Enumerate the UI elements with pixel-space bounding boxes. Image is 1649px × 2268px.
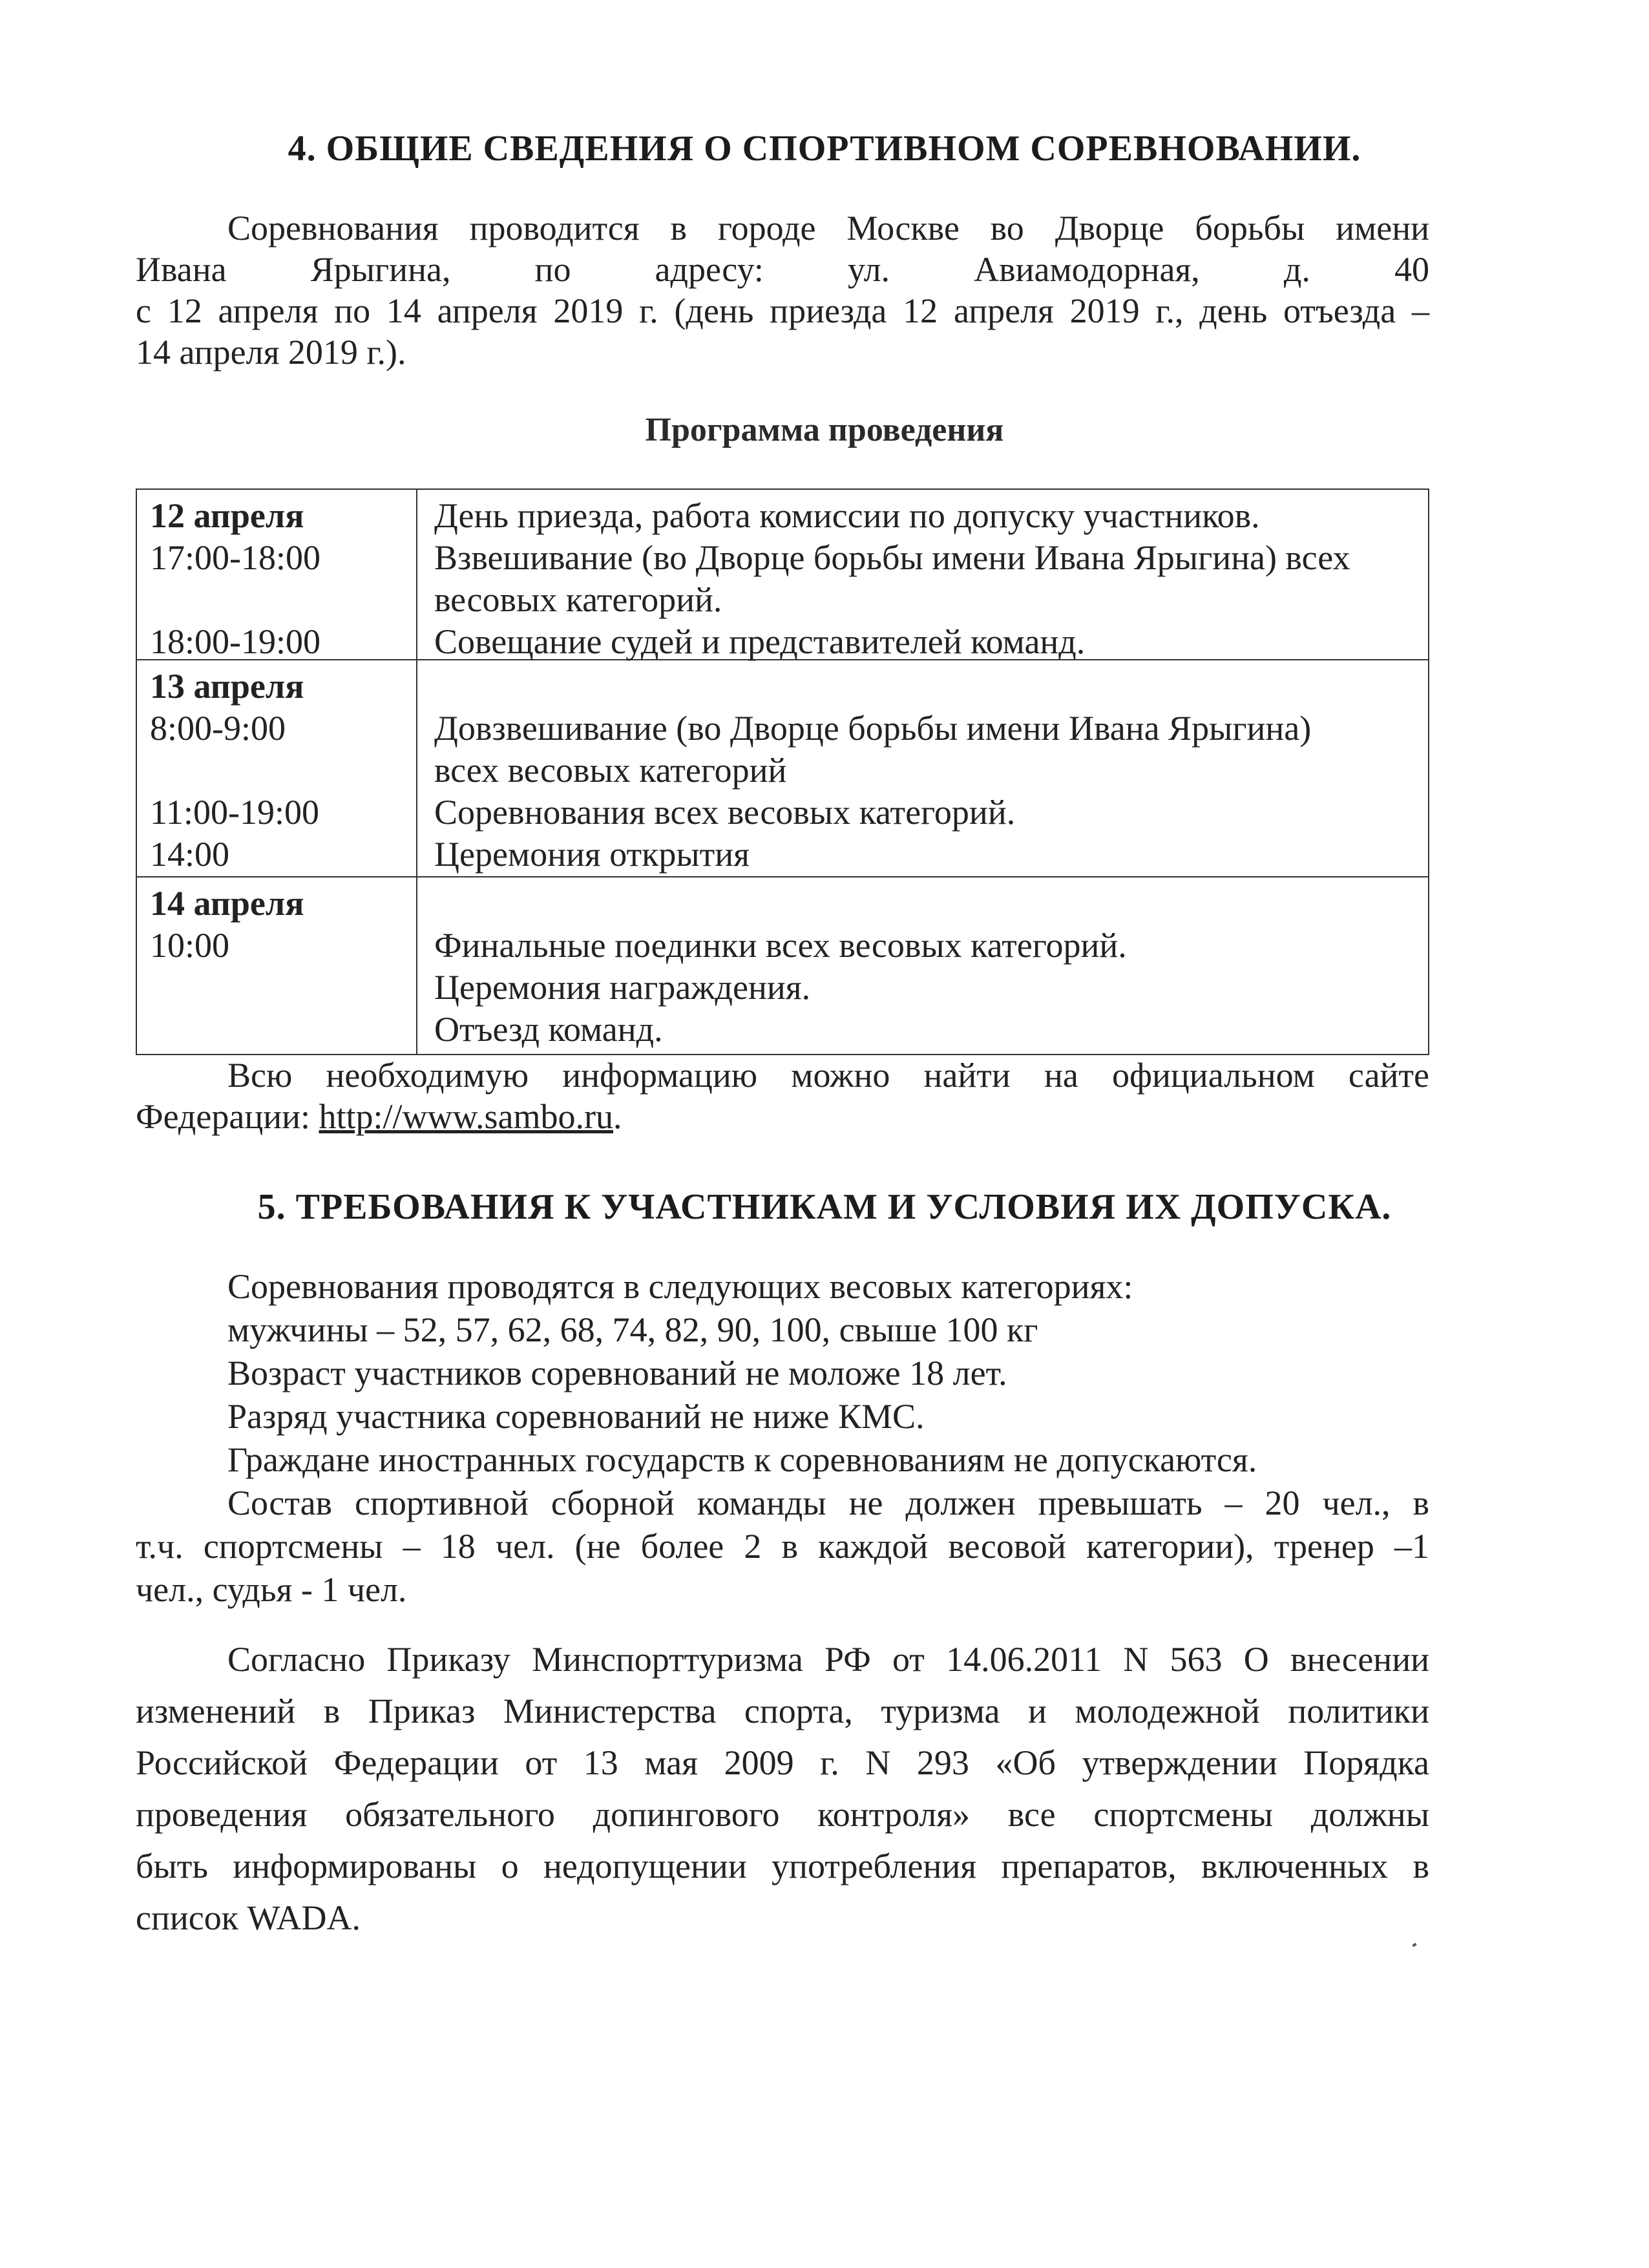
- event-text: Довзвешивание (во Дворце борьбы имени Ивана Ярыгина): [434, 709, 1312, 748]
- date-label: 14 апреля: [150, 884, 304, 923]
- doping-line: Российской Федерации от 13 мая 2009 г. N 293 «Об утверждении Порядка: [136, 1743, 1429, 1782]
- event-list: [434, 495, 1350, 663]
- event-text: Финальные поединки всех весовых категорий.: [434, 926, 1127, 965]
- event-text: Церемония открытия: [434, 835, 750, 874]
- event-text: Совещание судей и представителей команд.: [434, 622, 1086, 661]
- info-line-2: [136, 1097, 622, 1137]
- event-text: Соревнования всех весовых категорий.: [434, 793, 1016, 832]
- scan-mark: [1412, 1943, 1416, 1948]
- team-line: Состав спортивной сборной команды не должен превышать – 20 чел., в: [227, 1484, 1429, 1522]
- schedule-table: [136, 488, 1429, 1055]
- time-label: [150, 579, 320, 621]
- section-4-title: 4. ОБЩИЕ СВЕДЕНИЯ О СПОРТИВНОМ СОРЕВНОВАНИИ.: [288, 129, 1361, 169]
- event-list: [434, 925, 1127, 1051]
- intro-line-1: Соревнования проводится в городе Москве во Дворце борьбы имени: [227, 209, 1429, 247]
- event-text: Отъезд команд.: [434, 1010, 663, 1049]
- event-list: [434, 708, 1311, 876]
- event-text: весовых категорий.: [434, 580, 722, 619]
- intro-line-3: с 12 апреля по 14 апреля 2019 г. (день приезда 12 апреля 2019 г., день отъезда –: [136, 291, 1429, 330]
- table-row: [150, 666, 319, 876]
- section-5-title: 5. ТРЕБОВАНИЯ К УЧАСТНИКАМ И УСЛОВИЯ ИХ ДОПУСКА.: [257, 1187, 1392, 1227]
- time-label: 17:00-18:00: [150, 538, 320, 577]
- rank-requirement-line: Разряд участника соревнований не ниже КМС.: [227, 1397, 925, 1436]
- info-line: Всю необходимую информацию можно найти на официальном сайте: [227, 1056, 1429, 1095]
- time-label: 11:00-19:00: [150, 793, 319, 832]
- table-row-divider: [136, 876, 1429, 877]
- time-label: 18:00-19:00: [150, 622, 320, 661]
- federation-link[interactable]: http://www.sambo.ru: [319, 1097, 613, 1136]
- table-column-divider: [416, 488, 417, 1055]
- doping-line: список WADA.: [136, 1898, 361, 1937]
- requirement-line: Соревнования проводятся в следующих весовых категориях:: [227, 1267, 1133, 1306]
- doping-line: изменений в Приказ Министерства спорта, туризма и молодежной политики: [136, 1692, 1429, 1730]
- event-text: всех весовых категорий: [434, 751, 787, 790]
- table-row: [150, 495, 320, 663]
- table-row: [150, 883, 304, 967]
- info-prefix: Федерации:: [136, 1097, 319, 1136]
- team-line: т.ч. спортсмены – 18 чел. (не более 2 в каждой весовой категории), тренер –1: [136, 1527, 1429, 1566]
- intro-line-4: 14 апреля 2019 г.).: [136, 333, 406, 372]
- weight-categories-line: мужчины – 52, 57, 62, 68, 74, 82, 90, 100, свыше 100 кг: [227, 1310, 1038, 1349]
- time-label: 8:00-9:00: [150, 709, 286, 748]
- doping-line: Согласно Приказу Минспорттуризма РФ от 14.06.2011 N 563 О внесении: [227, 1640, 1429, 1679]
- age-requirement-line: Возраст участников соревнований не моложе 18 лет.: [227, 1354, 1007, 1392]
- doping-line: быть информированы о недопущении употребления препаратов, включенных в: [136, 1847, 1429, 1885]
- time-label: 10:00: [150, 926, 230, 965]
- intro-line-2: Ивана Ярыгина, по адресу: ул. Авиамодорная, д. 40: [136, 250, 1429, 289]
- event-text: Церемония награждения.: [434, 968, 811, 1007]
- time-label: [150, 750, 319, 792]
- foreign-citizens-line: Граждане иностранных государств к соревнованиям не допускаются.: [227, 1440, 1257, 1479]
- event-text: Взвешивание (во Дворце борьбы имени Ивана Ярыгина) всех: [434, 538, 1350, 577]
- info-suffix: .: [613, 1097, 622, 1136]
- program-title: Программа проведения: [645, 412, 1004, 448]
- event-text: День приезда, работа комиссии по допуску участников.: [434, 496, 1260, 535]
- team-line: чел., судья - 1 чел.: [136, 1570, 407, 1609]
- date-label: 12 апреля: [150, 496, 304, 535]
- date-label: 13 апреля: [150, 667, 304, 706]
- doping-line: проведения обязательного допингового контроля» все спортсмены должны: [136, 1795, 1429, 1834]
- time-label: 14:00: [150, 835, 230, 874]
